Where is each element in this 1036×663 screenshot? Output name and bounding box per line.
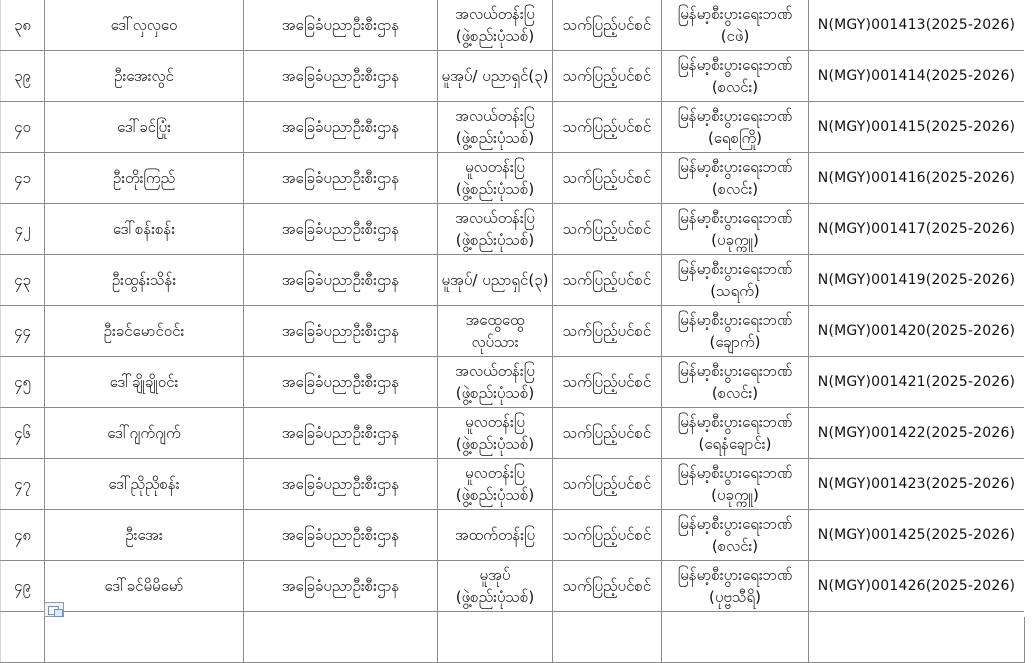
cell-pension-type-text: သက်ပြည့်ပင်စင် — [562, 526, 652, 544]
cell-code[interactable] — [809, 0, 1025, 51]
cell-name-text: ဒေါ်ဂျက်ဂျက် — [107, 424, 181, 442]
cell-code-text: N(MGY)001414(2025-2026) — [817, 68, 1016, 84]
cell-department[interactable] — [244, 102, 438, 153]
table-row — [1, 0, 1025, 51]
cell-bank-branch-line-2: (သရက်) — [710, 282, 760, 300]
cell-bank-branch-line-2: (ပခုက္ကူ) — [711, 486, 759, 504]
cell-bank-branch-line-1: မြန်မာ့စီးပွားရေးဘဏ် — [677, 566, 793, 584]
cell-bank-branch[interactable] — [662, 0, 809, 51]
cell-bank-branch-line-2: (ရေစကြို) — [707, 129, 763, 147]
cell-name-text: ဒေါ်စန်းစန်း — [112, 220, 176, 238]
cell-name-text: ဦးအေး — [125, 526, 163, 544]
cell-pension-type[interactable] — [553, 51, 662, 102]
cell-position-line-1: အထွေထွေ — [465, 311, 525, 329]
cell-position-line-2: (ဖွဲ့စည်းပုံသစ်) — [455, 588, 535, 606]
cell-code[interactable] — [809, 153, 1025, 204]
cell-bank-branch-line-1: မြန်မာ့စီးပွားရေးဘဏ် — [677, 464, 793, 482]
cell-code-text: N(MGY)001420(2025-2026) — [817, 323, 1016, 339]
cell-bank-branch[interactable] — [662, 408, 809, 459]
cell-pension-type[interactable] — [553, 204, 662, 255]
cell-position[interactable] — [438, 153, 553, 204]
cell-code-text: N(MGY)001423(2025-2026) — [817, 476, 1016, 492]
cell-position-line-2: (ဖွဲ့စည်းပုံသစ်) — [455, 384, 535, 402]
cell-code[interactable] — [809, 255, 1025, 306]
cell-position[interactable] — [438, 255, 553, 306]
cell-pension-type[interactable] — [553, 408, 662, 459]
cell-bank-branch-line-2: (စလင်း) — [711, 180, 759, 198]
cell-department-text: အခြေခံပညာဦးစီးဌာန — [281, 373, 400, 391]
cell-number-text: ၃၈ — [13, 16, 31, 34]
cell-bank-branch-line-2: (စလင်း) — [711, 537, 759, 555]
cell-pension-type[interactable] — [553, 0, 662, 51]
cell-bank-branch[interactable] — [662, 51, 809, 102]
cell-number[interactable] — [1, 153, 45, 204]
cell-number[interactable] — [1, 204, 45, 255]
cell-name-text: ဦးထွန်းသိန်း — [111, 271, 177, 289]
cell-position-line-1: မူလတန်းပြ — [465, 158, 525, 176]
cell-pension-type[interactable] — [553, 255, 662, 306]
cell-bank-branch-line-2: (စလင်း) — [711, 78, 759, 96]
cell-name[interactable] — [45, 102, 244, 153]
cell-number[interactable] — [1, 408, 45, 459]
cell-position-line-2: (ဖွဲ့စည်းပုံသစ်) — [455, 180, 535, 198]
cell-pension-type[interactable] — [553, 153, 662, 204]
cell-number-text: ၄၂ — [14, 220, 31, 238]
cell-department[interactable] — [244, 561, 438, 612]
cell-bank-branch[interactable] — [662, 561, 809, 612]
table-row — [1, 561, 1025, 612]
table-row — [1, 255, 1025, 306]
cell-name-text: ဦးတိုးကြည် — [112, 169, 176, 187]
cell-bank-branch-line-2: (စလင်း) — [711, 384, 759, 402]
cell-name[interactable] — [45, 612, 244, 663]
cell-bank-branch[interactable] — [662, 255, 809, 306]
cell-bank-branch-line-2: (ပခုက္ကူ) — [711, 231, 759, 249]
cell-bank-branch-line-1: မြန်မာ့စီးပွားရေးဘဏ် — [677, 260, 793, 278]
cell-bank-branch-line-1: မြန်မာ့စီးပွားရေးဘဏ် — [677, 107, 793, 125]
cell-position[interactable] — [438, 0, 553, 51]
cell-number[interactable] — [1, 0, 45, 51]
cell-pension-type-text: သက်ပြည့်ပင်စင် — [562, 424, 652, 442]
cell-number[interactable] — [1, 255, 45, 306]
cell-bank-branch-line-2: (ချောက်) — [709, 333, 761, 351]
cell-position[interactable] — [438, 408, 553, 459]
cell-position[interactable] — [438, 612, 553, 663]
cell-department-text: အခြေခံပညာဦးစီးဌာန — [281, 118, 400, 136]
table-row — [1, 510, 1025, 561]
cell-bank-branch[interactable] — [662, 459, 809, 510]
cell-code[interactable] — [809, 408, 1025, 459]
cell-bank-branch-line-1: မြန်မာ့စီးပွားရေးဘဏ် — [677, 362, 793, 380]
cell-name[interactable] — [45, 204, 244, 255]
cell-code[interactable] — [809, 612, 1025, 663]
cell-bank-branch[interactable] — [662, 153, 809, 204]
cell-name[interactable] — [45, 51, 244, 102]
cell-position-line-2: (ဖွဲ့စည်းပုံသစ်) — [455, 486, 535, 504]
cell-bank-branch[interactable] — [662, 357, 809, 408]
table-row — [1, 153, 1025, 204]
cell-code[interactable] — [809, 459, 1025, 510]
cell-position-line-1: မူလတန်းပြ — [465, 413, 525, 431]
cell-position[interactable] — [438, 510, 553, 561]
cell-name-text: ဒေါ်ခင်ပြုံး — [117, 118, 171, 136]
cell-position[interactable] — [438, 51, 553, 102]
cell-pension-type[interactable] — [553, 357, 662, 408]
cell-department-text: အခြေခံပညာဦးစီးဌာန — [281, 16, 400, 34]
cell-number[interactable] — [1, 51, 45, 102]
cell-pension-type[interactable] — [553, 459, 662, 510]
cell-pension-type-text: သက်ပြည့်ပင်စင် — [562, 67, 652, 85]
cell-position[interactable] — [438, 357, 553, 408]
cell-department-text: အခြေခံပညာဦးစီးဌာန — [281, 475, 400, 493]
cell-code[interactable] — [809, 306, 1025, 357]
cell-position-line-1: မူအုပ်/ ပညာရှင်(၃) — [441, 67, 549, 85]
cell-pension-type[interactable] — [553, 510, 662, 561]
table-row — [1, 51, 1025, 102]
cell-code-text: N(MGY)001425(2025-2026) — [817, 527, 1016, 543]
paste-options-icon[interactable] — [44, 602, 64, 617]
cell-department-text: အခြေခံပညာဦးစီးဌာန — [281, 322, 400, 340]
cell-number[interactable] — [1, 357, 45, 408]
cell-pension-type-text: သက်ပြည့်ပင်စင် — [562, 16, 652, 34]
cell-department[interactable] — [244, 459, 438, 510]
cell-code-text: N(MGY)001422(2025-2026) — [817, 425, 1016, 441]
cell-number-text: ၄၃ — [14, 271, 31, 289]
cell-name[interactable] — [45, 357, 244, 408]
cell-code-text: N(MGY)001426(2025-2026) — [817, 578, 1016, 594]
cell-pension-type-text: သက်ပြည့်ပင်စင် — [562, 271, 652, 289]
cell-position-line-1: မူအုပ်/ ပညာရှင်(၃) — [441, 271, 549, 289]
cell-department[interactable] — [244, 51, 438, 102]
cell-bank-branch[interactable] — [662, 102, 809, 153]
cell-code[interactable] — [809, 204, 1025, 255]
cell-position-line-2: လုပ်သား — [471, 333, 519, 351]
table-row — [1, 306, 1025, 357]
cell-bank-branch[interactable] — [662, 306, 809, 357]
cell-department-text: အခြေခံပညာဦးစီးဌာန — [281, 271, 400, 289]
cell-code-text: N(MGY)001421(2025-2026) — [817, 374, 1016, 390]
grid-edge — [1024, 0, 1036, 617]
cell-department-text: အခြေခံပညာဦးစီးဌာန — [281, 169, 400, 187]
cell-code[interactable] — [809, 357, 1025, 408]
cell-code[interactable] — [809, 51, 1025, 102]
cell-pension-type[interactable] — [553, 102, 662, 153]
cell-position-line-1: မူအုပ် — [479, 566, 511, 584]
cell-number-text: ၄၈ — [13, 526, 31, 544]
cell-department[interactable] — [244, 153, 438, 204]
cell-position[interactable] — [438, 561, 553, 612]
cell-bank-branch[interactable] — [662, 510, 809, 561]
cell-bank-branch-line-2: (ရေနံချောင်း) — [698, 435, 772, 453]
cell-name-text: ဒေါ်လှလှဝေ — [110, 16, 178, 34]
cell-bank-branch-line-1: မြန်မာ့စီးပွားရေးဘဏ် — [677, 311, 793, 329]
cell-name[interactable] — [45, 459, 244, 510]
cell-position-line-1: အလယ်တန်းပြ — [455, 362, 535, 380]
cell-bank-branch-line-1: မြန်မာ့စီးပွားရေးဘဏ် — [677, 5, 793, 23]
cell-code[interactable] — [809, 561, 1025, 612]
table-row — [1, 204, 1025, 255]
cell-position-line-2: (ဖွဲ့စည်းပုံသစ်) — [455, 129, 535, 147]
cell-number-text: ၄၇ — [14, 475, 31, 493]
cell-department[interactable] — [244, 306, 438, 357]
cell-number[interactable] — [1, 459, 45, 510]
cell-bank-branch-line-1: မြန်မာ့စီးပွားရေးဘဏ် — [677, 209, 793, 227]
cell-name[interactable] — [45, 306, 244, 357]
cell-number[interactable] — [1, 306, 45, 357]
cell-department[interactable] — [244, 255, 438, 306]
table-row — [1, 408, 1025, 459]
cell-department[interactable] — [244, 0, 438, 51]
cell-name[interactable] — [45, 561, 244, 612]
cell-position-line-2: (ဖွဲ့စည်းပုံသစ်) — [455, 231, 535, 249]
cell-code[interactable] — [809, 510, 1025, 561]
cell-position-line-1: အလယ်တန်းပြ — [455, 209, 535, 227]
cell-pension-type[interactable] — [553, 612, 662, 663]
cell-bank-branch[interactable] — [662, 204, 809, 255]
cell-bank-branch[interactable] — [662, 612, 809, 663]
cell-number-text: ၄၁ — [14, 169, 31, 187]
cell-number-text: ၃၉ — [14, 67, 31, 85]
cell-name-text: ဦးခင်မောင်ဝင်း — [103, 322, 185, 340]
cell-name[interactable] — [45, 153, 244, 204]
cell-position[interactable] — [438, 102, 553, 153]
cell-position-line-2: (ဖွဲ့စည်းပုံသစ်) — [455, 27, 535, 45]
cell-name-text: ဦးအေးလွင် — [114, 67, 174, 85]
cell-number[interactable] — [1, 612, 45, 663]
cell-department-text: အခြေခံပညာဦးစီးဌာန — [281, 577, 400, 595]
cell-department[interactable] — [244, 612, 438, 663]
cell-position-line-1: အထက်တန်းပြ — [454, 526, 536, 544]
cell-pension-type-text: သက်ပြည့်ပင်စင် — [562, 220, 652, 238]
cell-pension-type-text: သက်ပြည့်ပင်စင် — [562, 322, 652, 340]
cell-bank-branch-line-2: (ပုဗ္ဗသီရိ) — [709, 588, 761, 606]
table-row — [1, 102, 1025, 153]
cell-code-text: N(MGY)001415(2025-2026) — [817, 119, 1016, 135]
cell-bank-branch-line-1: မြန်မာ့စီးပွားရေးဘဏ် — [677, 515, 793, 533]
cell-name[interactable] — [45, 408, 244, 459]
cell-number-text: ၄၀ — [14, 118, 31, 136]
cell-number[interactable] — [1, 561, 45, 612]
cell-position[interactable] — [438, 204, 553, 255]
cell-number[interactable] — [1, 102, 45, 153]
cell-code[interactable] — [809, 102, 1025, 153]
cell-pension-type[interactable] — [553, 561, 662, 612]
cell-pension-type-text: သက်ပြည့်ပင်စင် — [562, 118, 652, 136]
cell-department[interactable] — [244, 204, 438, 255]
cell-name-text: ဒေါ်ချိုချိုဝင်း — [109, 373, 179, 391]
cell-number-text: ၄၉ — [14, 577, 31, 595]
cell-bank-branch-line-1: မြန်မာ့စီးပွားရေးဘဏ် — [677, 56, 793, 74]
cell-number-text: ၄၄ — [14, 322, 31, 340]
cell-number-text: ၄၆ — [14, 424, 31, 442]
cell-pension-type[interactable] — [553, 306, 662, 357]
table-row — [1, 459, 1025, 510]
cell-bank-branch-line-1: မြန်မာ့စီးပွားရေးဘဏ် — [677, 158, 793, 176]
cell-position[interactable] — [438, 306, 553, 357]
cell-code-text: N(MGY)001416(2025-2026) — [817, 170, 1016, 186]
cell-position[interactable] — [438, 459, 553, 510]
table-row — [1, 357, 1025, 408]
cell-department-text: အခြေခံပညာဦးစီးဌာန — [281, 526, 400, 544]
cell-name-text: ဒေါ်ခင်မိမိမော် — [104, 577, 184, 595]
cell-department-text: အခြေခံပညာဦးစီးဌာန — [281, 220, 400, 238]
cell-department[interactable] — [244, 510, 438, 561]
cell-name[interactable] — [45, 510, 244, 561]
cell-number-text: ၄၅ — [14, 373, 31, 391]
cell-position-line-1: မူလတန်းပြ — [465, 464, 525, 482]
table-body — [1, 0, 1025, 663]
cell-bank-branch-line-2: (ငဖဲ) — [720, 27, 750, 45]
cell-name[interactable] — [45, 0, 244, 51]
cell-code-text: N(MGY)001419(2025-2026) — [817, 272, 1016, 288]
cell-pension-type-text: သက်ပြည့်ပင်စင် — [562, 577, 652, 595]
cell-code-text: N(MGY)001413(2025-2026) — [817, 17, 1016, 33]
table-row — [1, 612, 1025, 663]
cell-position-line-1: အလယ်တန်းပြ — [455, 107, 535, 125]
cell-pension-type-text: သက်ပြည့်ပင်စင် — [562, 475, 652, 493]
cell-code-text: N(MGY)001417(2025-2026) — [817, 221, 1016, 237]
cell-name-text: ဒေါ်ညိုညိုစန်း — [108, 475, 180, 493]
cell-department-text: အခြေခံပညာဦးစီးဌာန — [281, 424, 400, 442]
cell-department[interactable] — [244, 357, 438, 408]
cell-department[interactable] — [244, 408, 438, 459]
cell-position-line-2: (ဖွဲ့စည်းပုံသစ်) — [455, 435, 535, 453]
cell-position-line-1: အလယ်တန်းပြ — [455, 5, 535, 23]
cell-pension-type-text: သက်ပြည့်ပင်စင် — [562, 169, 652, 187]
cell-name[interactable] — [45, 255, 244, 306]
cell-pension-type-text: သက်ပြည့်ပင်စင် — [562, 373, 652, 391]
cell-department-text: အခြေခံပညာဦးစီးဌာန — [281, 67, 400, 85]
cell-bank-branch-line-1: မြန်မာ့စီးပွားရေးဘဏ် — [677, 413, 793, 431]
cell-number[interactable] — [1, 510, 45, 561]
